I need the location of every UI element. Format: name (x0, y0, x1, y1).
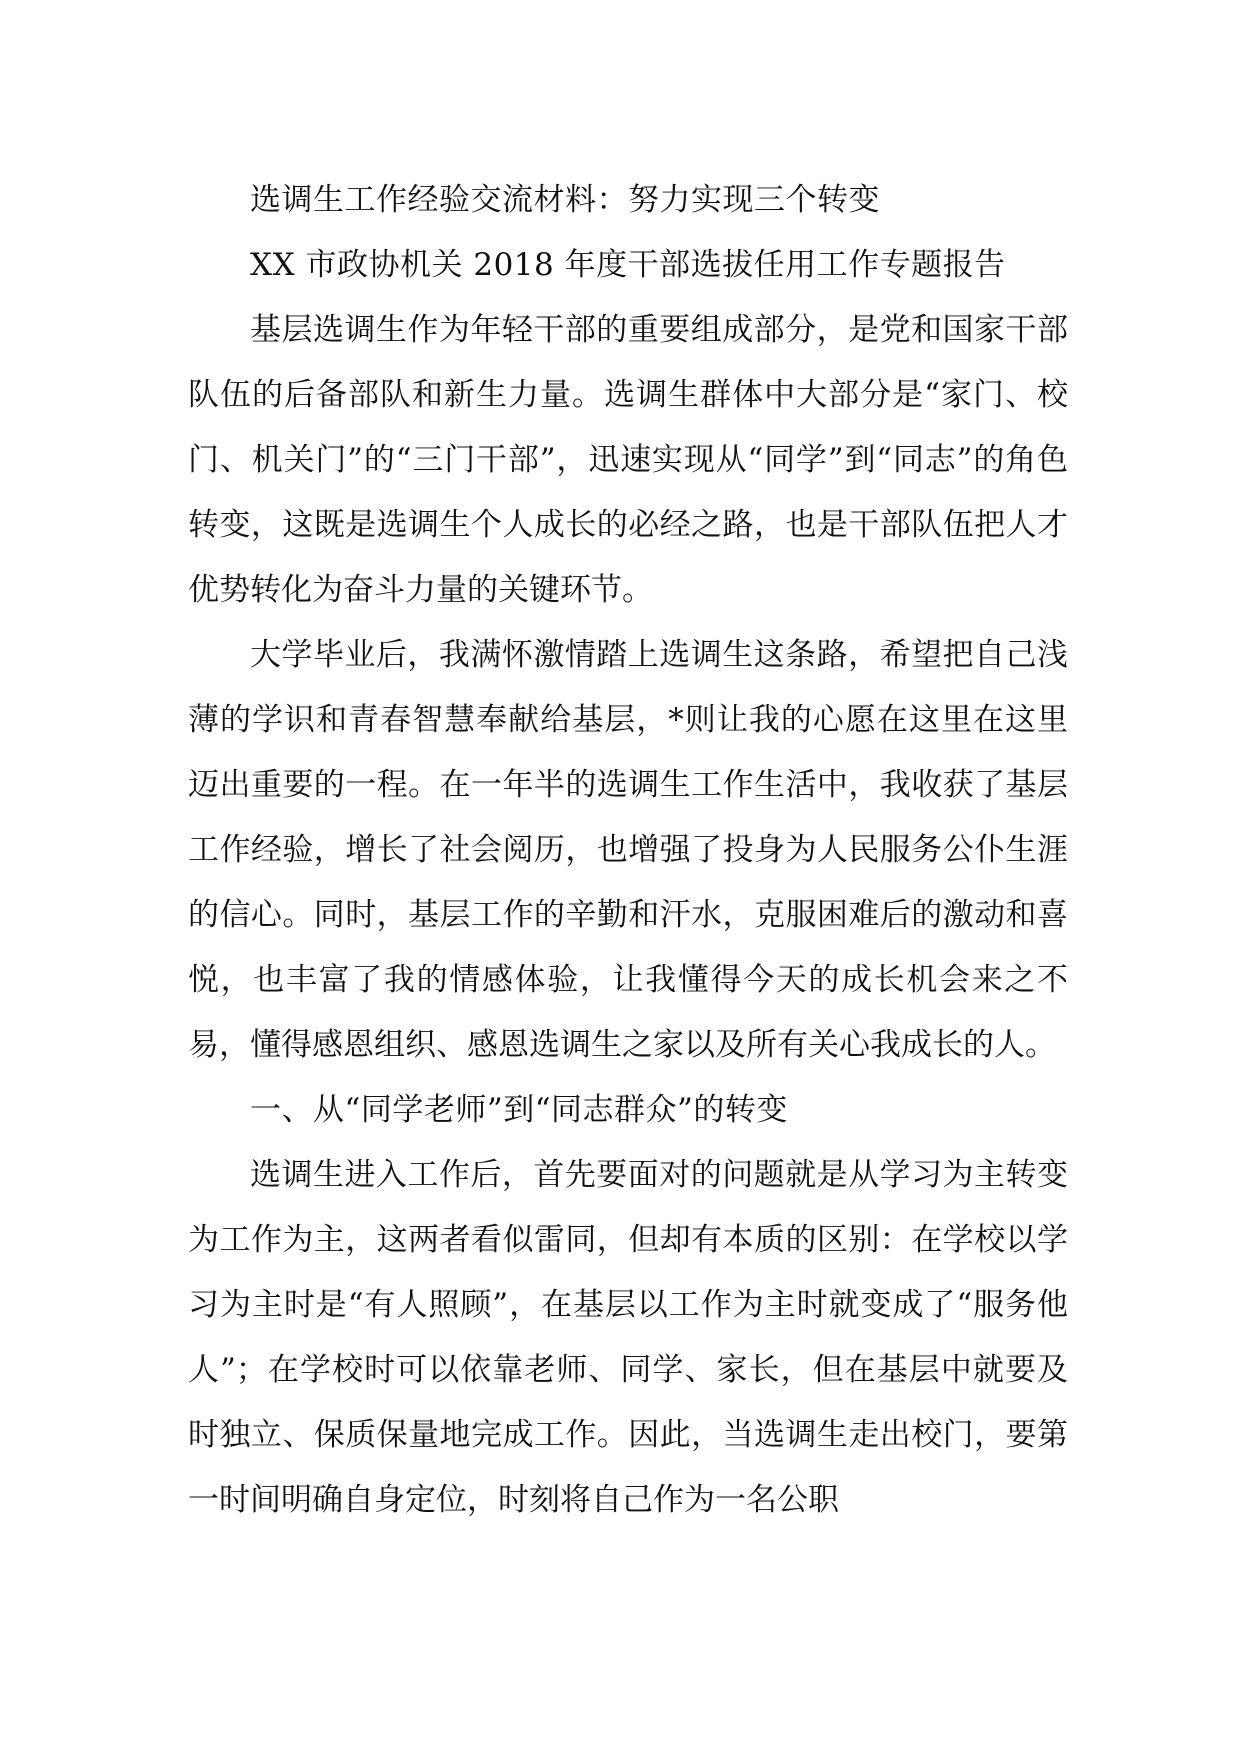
paragraph-personal-experience: 大学毕业后，我满怀激情踏上选调生这条路，希望把自己浅薄的学识和青春智慧奉献给基层，*则让我的心愿在这里在这里迈出重要的一程。在一年半的选调生工作生活中，我收获了基层工作经验，增长了社会阅历，也增强了投身为人民服务公仆生涯的信心。同时，基层工作的辛勤和汗水，克服困难后的激动和喜悦，也丰富了我的情感体验，让我懂得今天的成长机会来之不易，懂得感恩组织、感恩选调生之家以及所有关心我成长的人。 (188, 637, 1068, 1063)
paragraph-intro: 基层选调生作为年轻干部的重要组成部分，是党和国家干部队伍的后备部队和新生力量。选调生群体中大部分是“家门、校门、机关门”的“三门干部”，迅速实现从“同学”到“同志”的角色转变，这既是选调生个人成长的必经之路，也是干部队伍把人才优势转化为奋斗力量的关键环节。 (188, 312, 1068, 608)
document-body (188, 168, 1068, 1533)
document-title: 选调生工作经验交流材料：努力实现三个转变 (250, 182, 880, 218)
section-heading: 一、从“同学老师”到“同志群众”的转变 (250, 1092, 788, 1128)
document-subtitle: XX 市政协机关 2018 年度干部选拔任用工作专题报告 (250, 247, 1006, 283)
section-paragraph: 选调生进入工作后，首先要面对的问题就是从学习为主转变为工作为主，这两者看似雷同，但却有本质的区别：在学校以学习为主时是“有人照顾”，在基层以工作为主时就变成了“服务他人”；在学校时可以依靠老师、同学、家长，但在基层中就要及时独立、保质保量地完成工作。因此，当选调生走出校门，要第一时间明确自身定位，时刻将自己作为一名公职 (188, 1157, 1068, 1518)
